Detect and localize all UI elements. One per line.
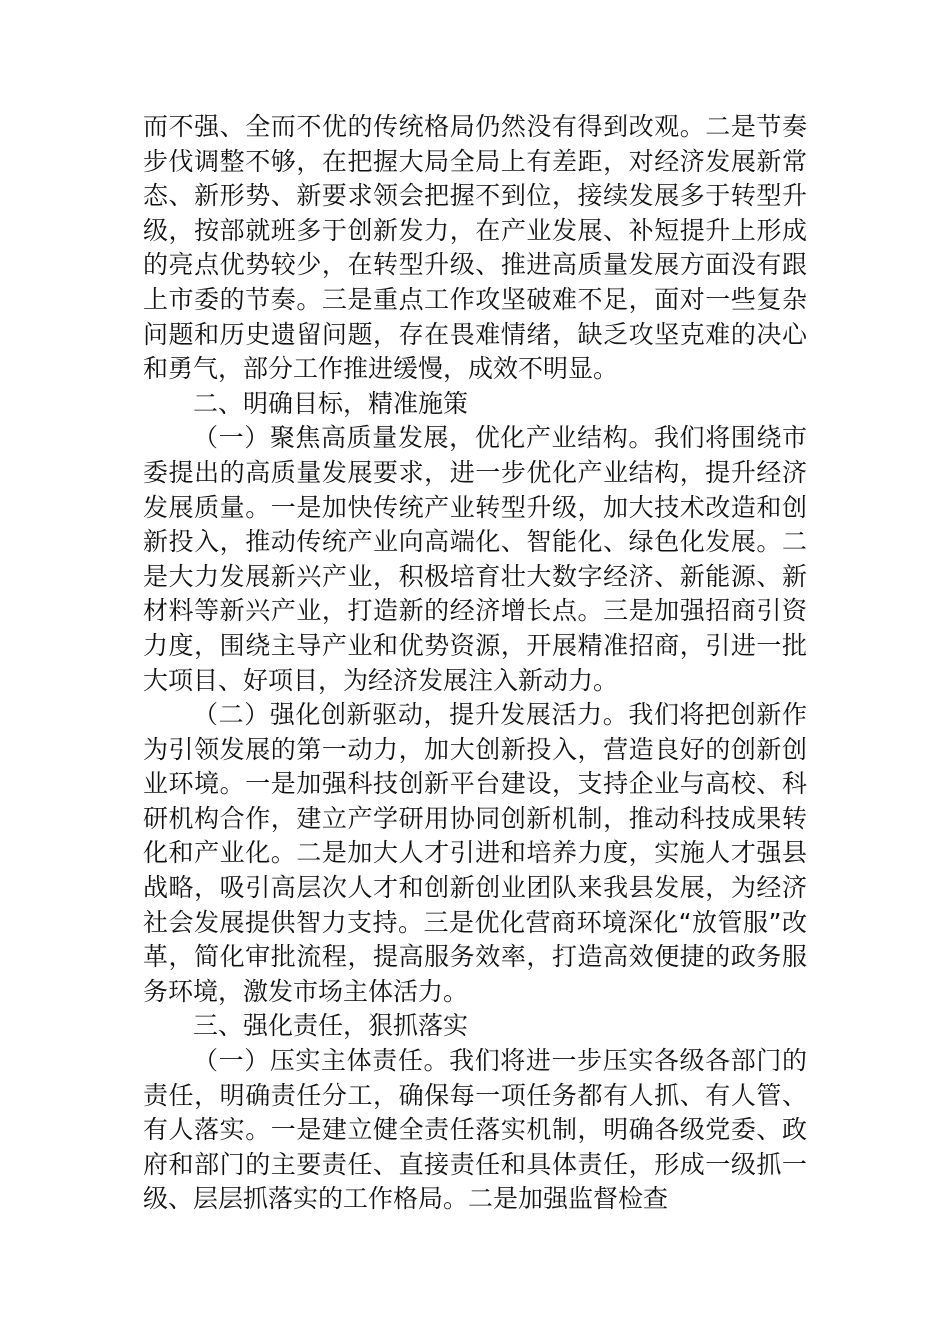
- document-page: [143, 110, 807, 1217]
- paragraph-2-1: （一）聚焦高质量发展，优化产业结构。我们将围绕市委提出的高质量发展要求，进一步优化产业结构，提升经济发展质量。一是加快传统产业转型升级，加大技术改造和创新投入，推动传统产业向高端化、智能化、绿色化发展。二是大力发展新兴产业，积极培育壮大数字经济、新能源、新材料等新兴产业，打造新的经济增长点。三是加强招商引资力度，围绕主导产业和优势资源，开展精准招商，引进一批大项目、好项目，为经济发展注入新动力。: [143, 423, 807, 695]
- paragraph-continuation: 而不强、全而不优的传统格局仍然没有得到改观。二是节奏步伐调整不够，在把握大局全局上有差距，对经济发展新常态、新形势、新要求领会把握不到位，接续发展多于转型升级，按部就班多于创新发力，在产业发展、补短提升上形成的亮点优势较少，在转型升级、推进高质量发展方面没有跟上市委的节奏。三是重点工作攻坚破难不足，面对一些复杂问题和历史遗留问题，存在畏难情绪，缺乏攻坚克难的决心和勇气，部分工作推进缓慢，成效不明显。: [143, 112, 807, 384]
- paragraph-3-1: （一）压实主体责任。我们将进一步压实各级各部门的责任，明确责任分工，确保每一项任务都有人抓、有人管、有人落实。一是建立健全责任落实机制，明确各级党委、政府和部门的主要责任、直接责任和具体责任，形成一级抓一级、层层抓落实的工作格局。二是加强监督检查: [143, 1046, 807, 1214]
- paragraph-2-2: （二）强化创新驱动，提升发展活力。我们将把创新作为引领发展的第一动力，加大创新投入，营造良好的创新创业环境。一是加强科技创新平台建设，支持企业与高校、科研机构合作，建立产学研用协同创新机制，推动科技成果转化和产业化。二是加大人才引进和培养力度，实施人才强县战略，吸引高层次人才和创新创业团队来我县发展，为经济社会发展提供智力支持。三是优化营商环境深化“放管服”改革，简化审批流程，提高服务效率，打造高效便捷的政务服务环境，激发市场主体活力。: [143, 700, 807, 1006]
- section-heading-2: 二、明确目标，精准施策: [193, 388, 469, 418]
- section-heading-3: 三、强化责任，狠抓落实: [193, 1011, 469, 1041]
